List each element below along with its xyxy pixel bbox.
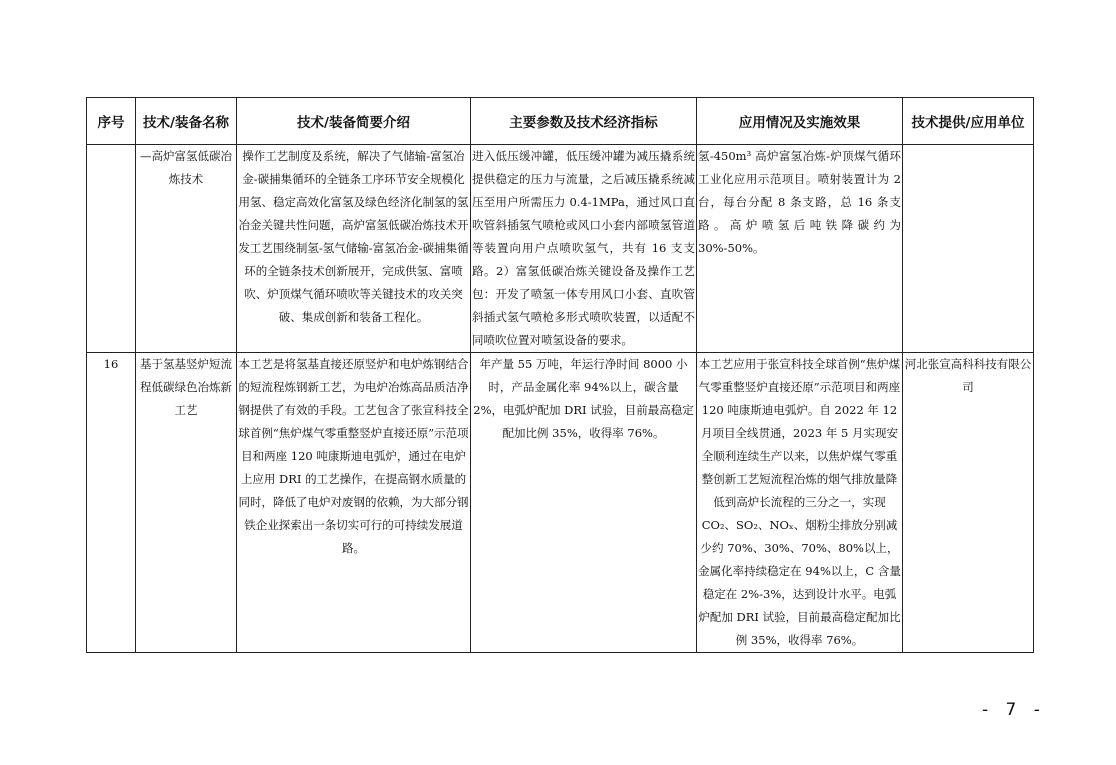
cell-intro: 操作工艺制度及系统，解决了气储输-富氢冶金-碳捕集循环的全链条工序环节安全规模化用氢、稳定高效化富氢及绿色经济化制氢的氢冶金关键共性问题，高炉富氢低碳冶炼技术开发工艺围绕制氢-氢气储输-富氢冶金-碳捕集循环的全链条技术创新展开，完成供氢、富喷吹、炉顶煤气循环喷吹等关键技术的攻关突破、集成创新和装备工程化。 bbox=[237, 145, 471, 353]
page-number: - 7 - bbox=[982, 700, 1046, 720]
cell-no: 16 bbox=[87, 353, 136, 653]
header-intro: 技术/装备简要介绍 bbox=[237, 98, 471, 145]
header-params: 主要参数及技术经济指标 bbox=[471, 98, 697, 145]
header-no: 序号 bbox=[87, 98, 136, 145]
cell-intro: 本工艺是将氢基直接还原竖炉和电炉炼钢结合的短流程炼钢新工艺，为电炉冶炼高品质洁净钢提供了有效的手段。工艺包含了张宣科技全球首例“焦炉煤气零重整竖炉直接还原”示范项目和两座 120 吨康斯迪电弧炉，通过在电炉上应用 DRI 的工艺操作，在提高钢水质量的同时，降低了电炉对废钢的依赖，为大部分钢铁企业探索出一条切实可行的可持续发展道路。 bbox=[237, 353, 471, 653]
cell-provider bbox=[903, 145, 1034, 353]
cell-name: —高炉富氢低碳冶炼技术 bbox=[136, 145, 237, 353]
cell-params: 年产量 55 万吨，年运行净时间 8000 小时，产品金属化率 94%以上，碳含量 2%，电弧炉配加 DRI 试验，目前最高稳定配加比例 35%，收得率 76%。 bbox=[471, 353, 697, 653]
cell-provider: 河北张宣高科科技有限公司 bbox=[903, 353, 1034, 653]
table-row bbox=[87, 353, 1034, 653]
cell-application: 氢-450m³ 高炉富氢冶炼-炉顶煤气循环工业化应用示范项目。喷射装置计为 2 台，每台分配 8 条支路，总 16 条支路。高炉喷氢后吨铁降碳约为 30%-50%。 bbox=[697, 145, 903, 353]
header-name: 技术/装备名称 bbox=[136, 98, 237, 145]
cell-application: 本工艺应用于张宣科技全球首例“焦炉煤气零重整竖炉直接还原”示范项目和两座 120 吨康斯迪电弧炉。自 2022 年 12 月项目全线贯通，2023 年 5 月实现安全顺利连续生产以来，以焦炉煤气零重整创新工艺短流程冶炼的烟气排放量降低到高炉长流程的三分之一，实现 CO₂、SO₂、NOₓ、烟粉尘排放分别减少约 70%、30%、70%、80%以上，金属化率持续稳定在 94%以上，C 含量稳定在 2%-3%，达到设计水平。电弧炉配加 DRI 试验，目前最高稳定配加比例 35%，收得率 76%。 bbox=[697, 353, 903, 653]
cell-no bbox=[87, 145, 136, 353]
cell-name: 基于氢基竖炉短流程低碳绿色冶炼新工艺 bbox=[136, 353, 237, 653]
cell-params: 进入低压缓冲罐，低压缓冲罐为减压撬系统提供稳定的压力与流量，之后减压撬系统减压至用户所需压力 0.4-1MPa，通过风口直吹管斜插氢气喷枪或风口小套内部喷氢管道等装置向用户点喷吹氢气，共有 16 支支路。2）富氢低碳冶炼关键设备及操作工艺包：开发了喷氢一体专用风口小套、直吹管斜插式氢气喷枪多形式喷吹装置，以适配不同喷吹位置对喷氢设备的要求。 bbox=[471, 145, 697, 353]
table-row bbox=[87, 145, 1034, 353]
header-provider: 技术提供/应用单位 bbox=[903, 98, 1034, 145]
table-header-row bbox=[87, 98, 1034, 145]
header-application: 应用情况及实施效果 bbox=[697, 98, 903, 145]
tech-table bbox=[86, 97, 1034, 653]
